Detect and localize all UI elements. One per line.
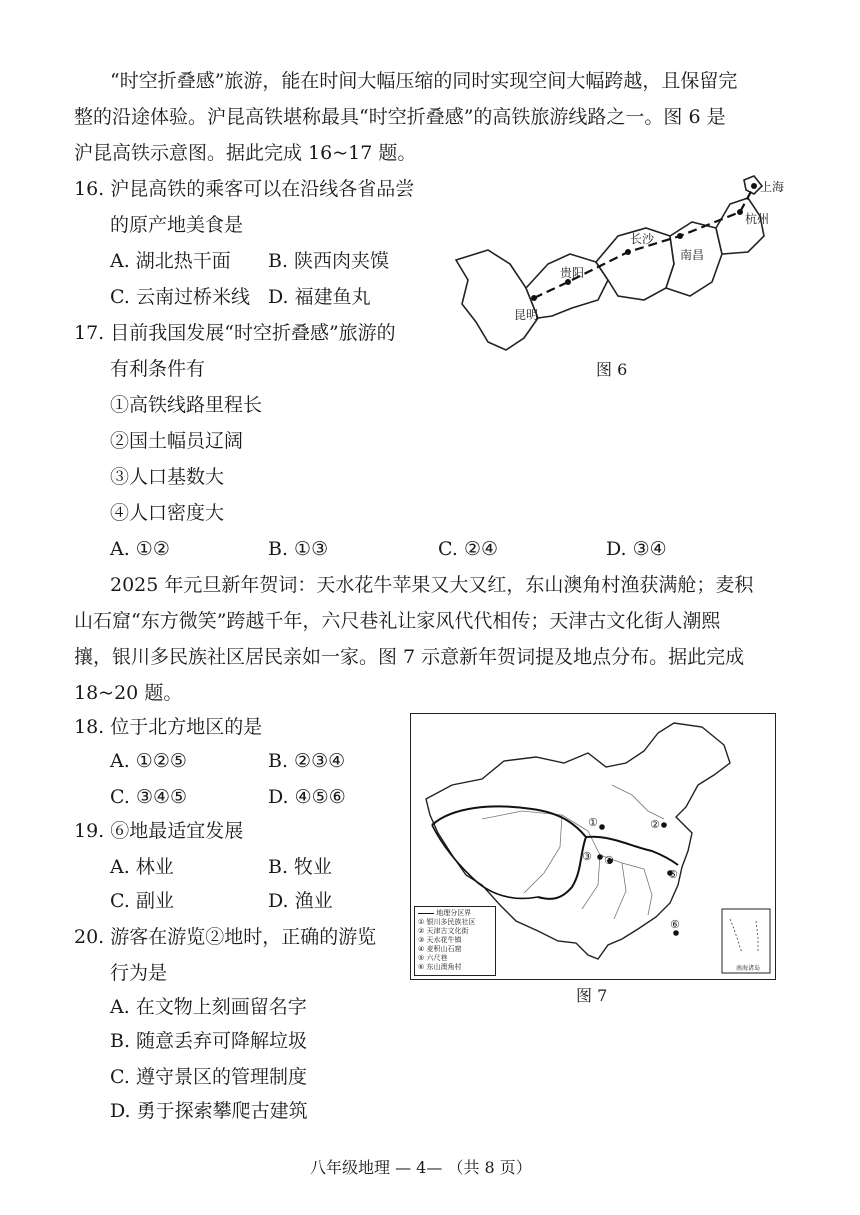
q17-option-b[interactable]: B. ①③	[268, 538, 329, 560]
page-footer: 八年级地理 — 4— （共 8 页）	[310, 1158, 532, 1177]
q17-option-a[interactable]: A. ①②	[110, 538, 170, 560]
figure7-caption: 图 7	[576, 986, 608, 1005]
intro2-line4: 18~20 题。	[74, 682, 183, 704]
q17-stem-line2: 有利条件有	[110, 358, 206, 380]
location-marker-1-label: ①	[588, 816, 598, 829]
station-marker-nanchang	[677, 233, 683, 239]
q18-option-c[interactable]: C. ③④⑤	[110, 786, 188, 808]
legend-item-4: ④ 麦积山石窟	[418, 945, 462, 953]
intro1-line3: 沪昆高铁示意图。据此完成 16~17 题。	[74, 142, 417, 164]
q18-option-b[interactable]: B. ②③④	[268, 750, 346, 772]
q18-option-d[interactable]: D. ④⑤⑥	[268, 786, 346, 808]
q19-option-a[interactable]: A. 林业	[110, 856, 174, 878]
q17-statement-4: ④人口密度大	[110, 502, 225, 524]
q16-option-c[interactable]: C. 云南过桥米线	[110, 286, 250, 308]
location-marker-6-dot	[673, 930, 679, 936]
station-marker-hangzhou	[737, 209, 743, 215]
intro1-line1: “时空折叠感”旅游，能在时间大幅压缩的同时实现空间大幅跨越，且保留完	[110, 70, 738, 92]
q17-stem-line1: 17. 目前我国发展“时空折叠感”旅游的	[74, 322, 396, 344]
legend-boundary: 地理分区界	[418, 909, 492, 918]
location-marker-5-label: ⑤	[668, 868, 678, 881]
intro1-line2: 整的沿途体验。沪昆高铁堪称最具“时空折叠感”的高铁旅游线路之一。图 6 是	[74, 106, 726, 128]
map-label-guiyang: 贵阳	[560, 266, 585, 280]
q16-option-d[interactable]: D. 福建鱼丸	[268, 286, 371, 308]
q17-statement-2: ②国土幅员辽阔	[110, 430, 244, 452]
location-marker-1-dot	[599, 824, 605, 830]
station-marker-changsha	[625, 249, 631, 255]
q18-stem: 18. 位于北方地区的是	[74, 716, 263, 738]
legend-item-3: ③ 天水花牛镇	[418, 936, 462, 944]
location-marker-2-dot	[661, 822, 667, 828]
q16-option-b[interactable]: B. 陕西肉夹馍	[268, 250, 390, 272]
legend-item-5: ⑤ 六尺巷	[418, 954, 448, 962]
inset-label: 南海诸岛	[736, 965, 761, 972]
map-label-kunming: 昆明	[514, 308, 539, 322]
q19-option-b[interactable]: B. 牧业	[268, 856, 333, 878]
map-label-changsha: 长沙	[630, 232, 655, 246]
q16-option-a[interactable]: A. 湖北热干面	[110, 250, 231, 272]
location-marker-4-label: ④	[604, 854, 614, 867]
q20-stem-line2: 行为是	[110, 962, 168, 984]
q18-option-a[interactable]: A. ①②⑤	[110, 750, 187, 772]
station-marker-shanghai	[751, 183, 757, 189]
location-marker-3-dot	[597, 854, 603, 860]
q17-statement-3: ③人口基数大	[110, 466, 225, 488]
location-marker-2-label: ②	[650, 818, 660, 831]
location-marker-6-label: ⑥	[670, 918, 680, 931]
q20-option-d[interactable]: D. 勇于探索攀爬古建筑	[110, 1100, 308, 1122]
q20-option-c[interactable]: C. 遵守景区的管理制度	[110, 1066, 307, 1088]
legend-item-1: ① 银川多民族社区	[418, 918, 476, 926]
legend-item-6: ⑥ 东山澳角村	[418, 963, 462, 971]
intro2-line1: 2025 年元旦新年贺词：天水花牛苹果又大又红，东山澳角村渔获满舱；麦积	[110, 574, 754, 596]
q20-stem-line1: 20. 游客在游览②地时，正确的游览	[74, 926, 377, 948]
legend-item-2: ② 天津古文化街	[418, 927, 469, 935]
intro2-line2: 山石窟“东方微笑”跨越千年，六尺巷礼让家风代代相传；天津古文化街人潮熙	[74, 610, 721, 632]
map-label-nanchang: 南昌	[680, 248, 705, 262]
q20-option-a[interactable]: A. 在文物上刻画留名字	[110, 996, 307, 1018]
figure6-caption: 图 6	[596, 360, 628, 379]
figure7-legend	[414, 906, 496, 976]
location-marker-3-label: ③	[582, 850, 592, 863]
q19-option-c[interactable]: C. 副业	[110, 890, 174, 912]
intro2-line3: 攘，银川多民族社区居民亲如一家。图 7 示意新年贺词提及地点分布。据此完成	[74, 646, 745, 668]
q17-option-d[interactable]: D. ③④	[606, 538, 667, 560]
q20-option-b[interactable]: B. 随意丢弃可降解垃圾	[110, 1030, 308, 1052]
q19-option-d[interactable]: D. 渔业	[268, 890, 333, 912]
q17-statement-1: ①高铁线路里程长	[110, 394, 263, 416]
figure6-map	[448, 172, 788, 362]
q17-option-c[interactable]: C. ②④	[438, 538, 499, 560]
q16-stem-line2: 的原产地美食是	[110, 214, 244, 236]
q16-stem-line1: 16. 沪昆高铁的乘客可以在沿线各省品尝	[74, 178, 415, 200]
province-outline-yunnan	[456, 250, 538, 350]
station-marker-kunming	[531, 295, 537, 301]
map-label-hangzhou: 杭州	[745, 212, 770, 226]
q19-stem: 19. ⑥地最适宜发展	[74, 820, 244, 842]
map-label-shanghai: 上海	[760, 180, 785, 194]
